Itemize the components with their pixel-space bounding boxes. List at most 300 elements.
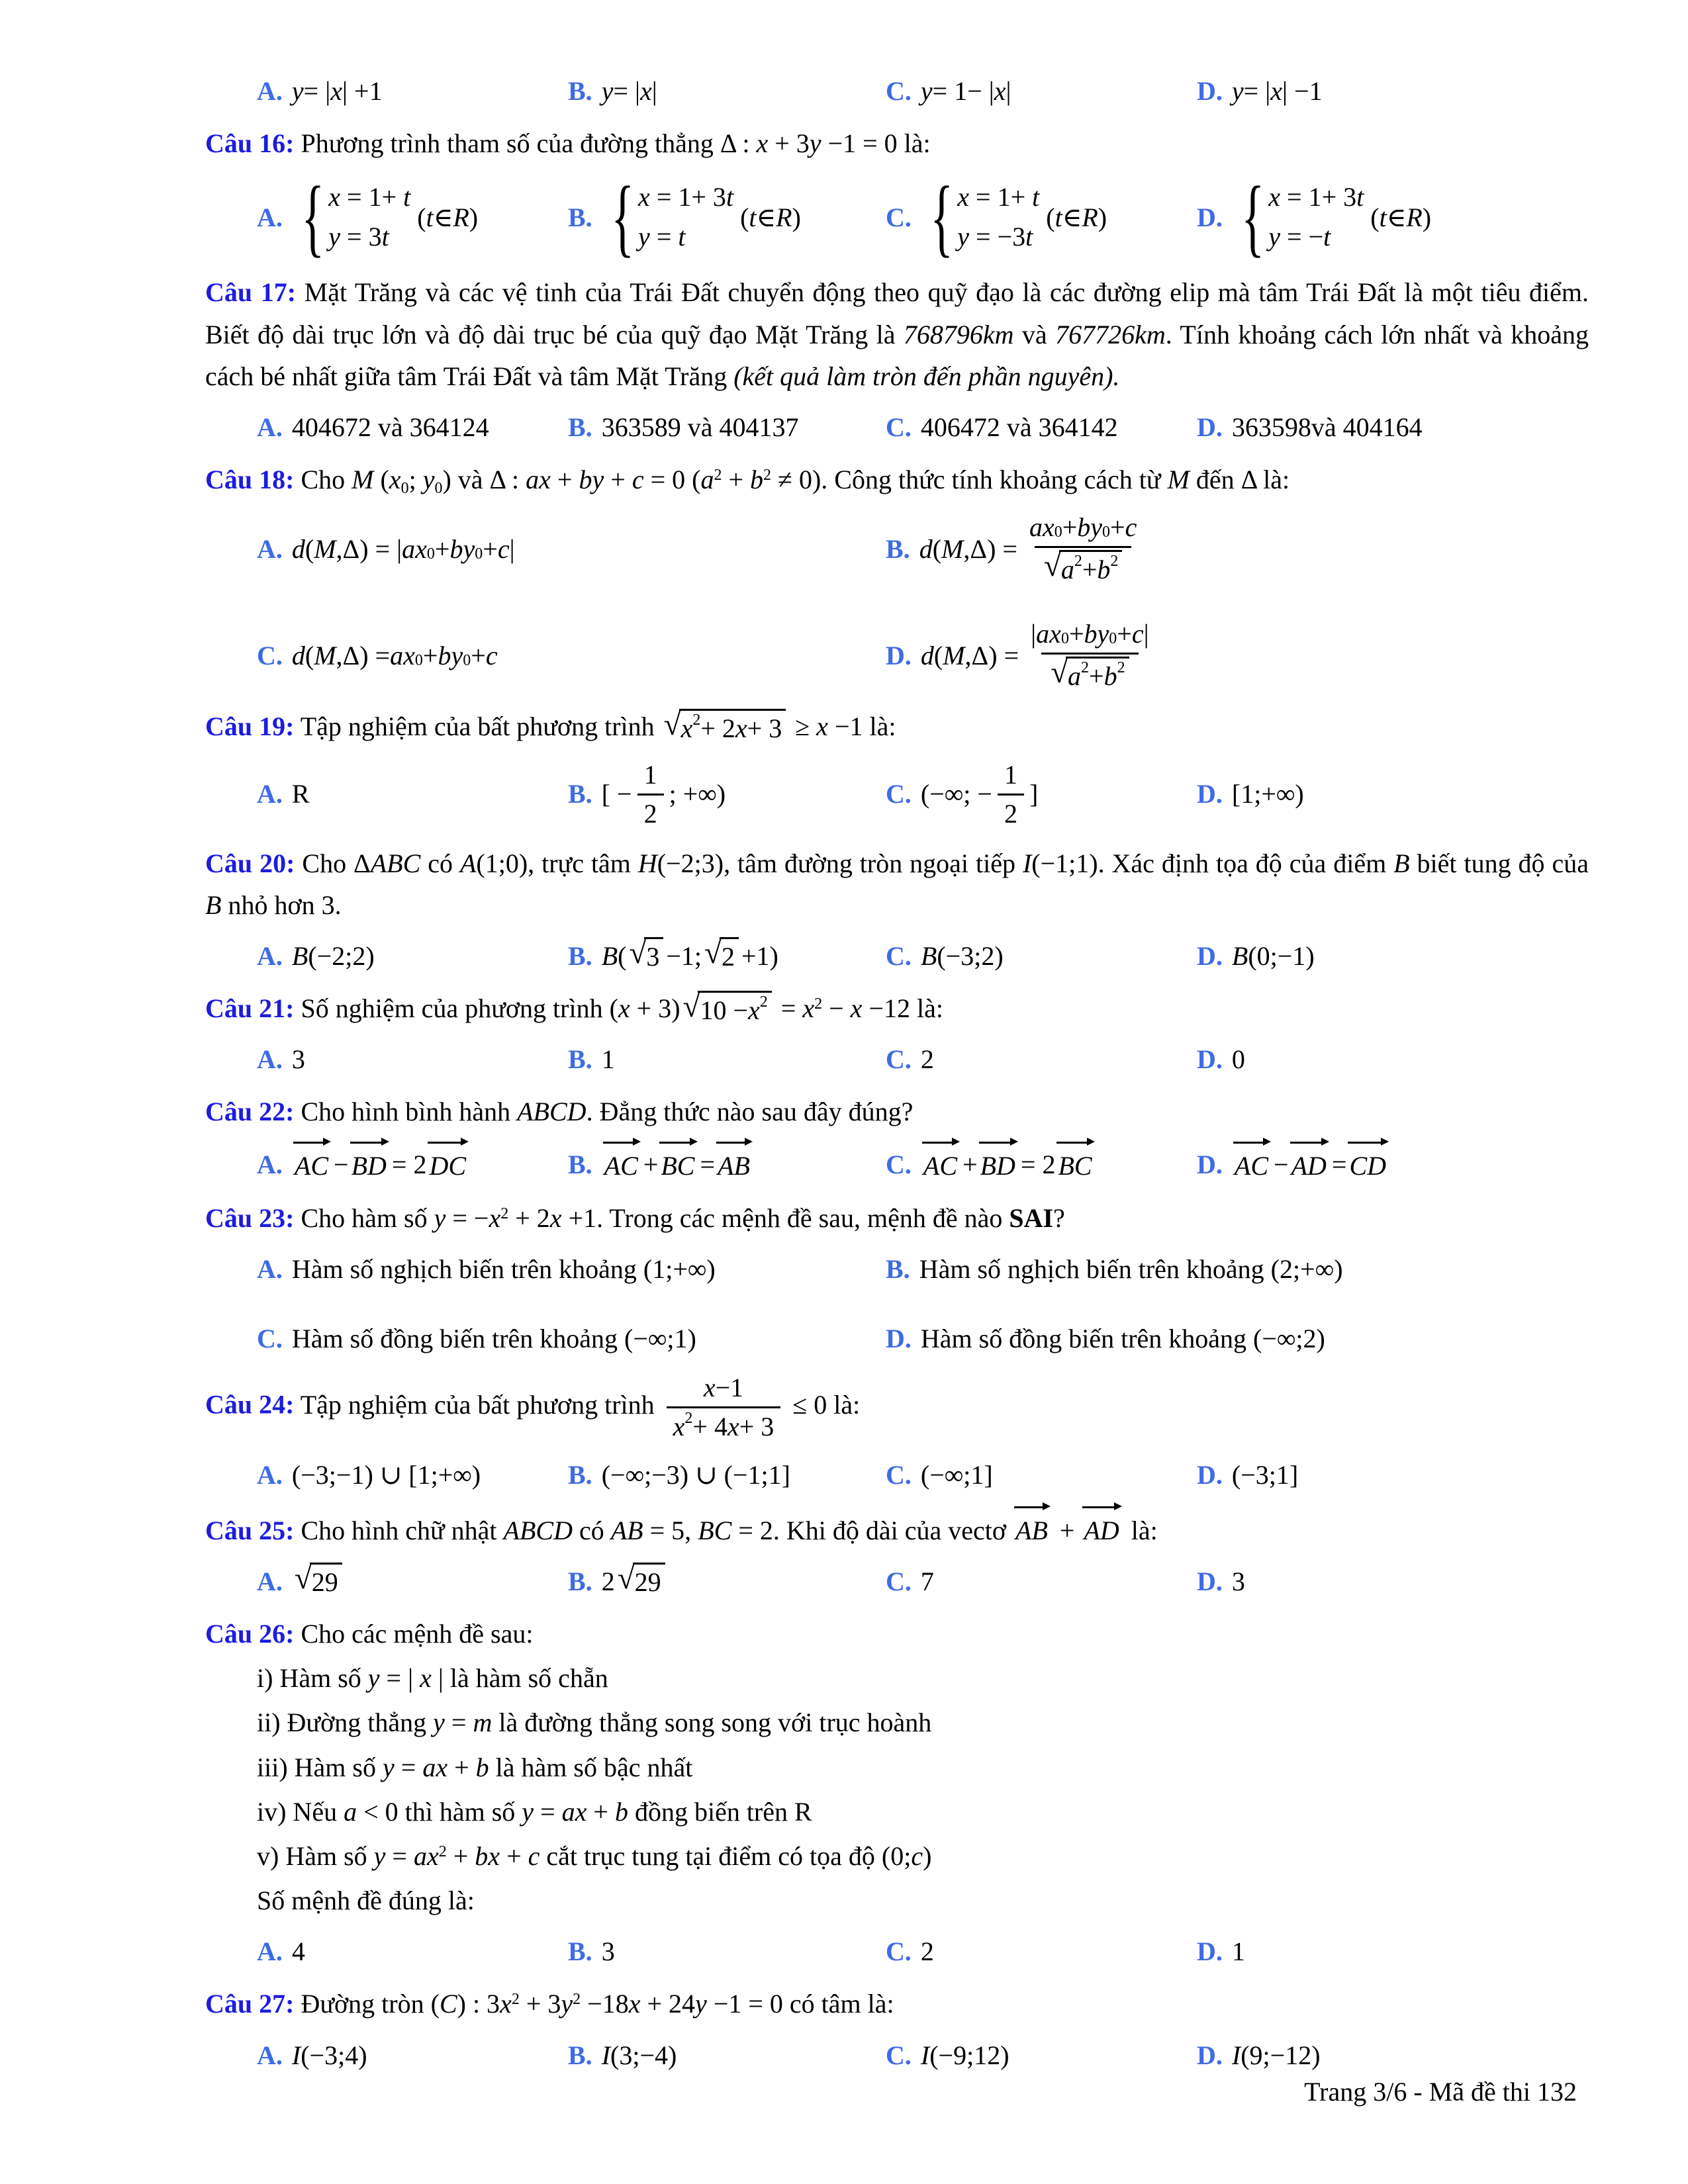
math-variable: t	[726, 182, 734, 212]
math-text: )	[792, 202, 801, 232]
answer-option-d	[1197, 1450, 1589, 1500]
math-text: +	[604, 465, 632, 495]
answer-option-d	[1197, 931, 1589, 981]
math-text: (0;−1)	[1248, 940, 1315, 971]
option-letter: C.	[886, 1149, 912, 1179]
math-text: [ −	[601, 779, 632, 809]
answer-option-d	[1197, 1034, 1589, 1084]
question-label: Câu 24:	[205, 1390, 295, 1420]
answer-option-c	[257, 631, 886, 680]
math-text: = 1+	[340, 182, 404, 212]
option-content	[292, 1318, 696, 1359]
question-cau-19	[205, 705, 1589, 835]
option-content	[292, 935, 375, 977]
math-text: +	[447, 1752, 476, 1782]
math-variable: m	[473, 1707, 492, 1738]
math-text: +	[1062, 512, 1078, 543]
math-text: ,Δ) =	[963, 534, 1017, 565]
math-variable: c	[497, 534, 510, 565]
math-text: ≠ 0). Công thức tính khoảng cách từ	[771, 465, 1168, 495]
option-letter: A.	[257, 1149, 283, 1179]
options-row	[205, 402, 1589, 452]
system-lines	[638, 182, 733, 252]
answer-option-c	[257, 1314, 886, 1363]
math-text: . Tính khoảng cách lớn nhất và khoảng cách bé nhất giữa tâm Trái Đất và tâm Mặt Trăng	[205, 319, 1589, 391]
square-root	[629, 937, 663, 974]
option-letter: A.	[257, 202, 283, 232]
superscript: 2	[511, 1991, 520, 2009]
option-content	[1232, 773, 1304, 815]
answer-option-a	[257, 169, 568, 265]
math-text: 3	[646, 942, 660, 972]
math-variable: M	[943, 641, 965, 671]
option-content	[921, 757, 1038, 832]
option-content	[292, 1248, 716, 1290]
denominator: x 2 + 4 x + 3	[667, 1406, 781, 1443]
option-letter: B.	[568, 202, 592, 232]
statement-line	[205, 1880, 1589, 1921]
radical-icon: √	[704, 936, 722, 971]
math-text: Mặt Trăng và các vệ tinh của Trái Đất chuyển động theo quỹ đạo là các đường elip mà tâm Trái Đất là một tiêu điểm. Biết độ dài trục lớn và độ dài trục bé của quỹ đạo Mặt Trăng là	[205, 277, 1589, 349]
math-text: + 3	[747, 713, 782, 744]
math-variable: B	[601, 940, 618, 971]
math-text: −1 = 0 có tâm là:	[706, 1989, 894, 2019]
option-content	[919, 510, 1149, 588]
math-text: (−∞;1]	[920, 1460, 993, 1490]
options-row	[205, 169, 1589, 265]
math-variable: y	[695, 1989, 707, 2019]
math-text: | +1	[342, 76, 383, 106]
answer-option-c	[886, 931, 1197, 981]
math-text: Hàm số đồng biến trên khoảng (−∞;2)	[920, 1324, 1325, 1354]
math-variable: y	[422, 465, 435, 495]
math-variable: t	[749, 202, 757, 232]
math-variable: x	[748, 995, 760, 1026]
math-variable: x	[330, 76, 342, 106]
math-variable: y	[809, 128, 821, 159]
option-letter: B.	[568, 1936, 592, 1967]
math-variable: y	[638, 222, 650, 252]
math-text: | −1	[1282, 76, 1323, 106]
question-prompt	[301, 1989, 894, 2019]
math-text: ;	[408, 465, 423, 495]
option-letter: D.	[886, 641, 912, 671]
radical-icon: √	[682, 989, 700, 1024]
math-text: = |	[1243, 76, 1271, 106]
system-lines	[957, 182, 1039, 252]
math-text: =	[534, 1796, 562, 1827]
fraction	[667, 1371, 781, 1443]
math-variable: b	[614, 1796, 628, 1827]
answer-option-b	[568, 66, 886, 116]
square-root	[618, 1563, 665, 1600]
math-variable: c	[528, 1841, 540, 1871]
math-text: iv) Nếu	[257, 1796, 344, 1827]
option-content	[1232, 1931, 1245, 1972]
answer-option-c	[886, 2030, 1197, 2080]
math-variable: x	[673, 1412, 685, 1442]
vector-arrow: AB	[718, 1145, 750, 1187]
option-content	[1232, 2034, 1321, 2076]
system-line	[957, 222, 1039, 252]
option-letter: C.	[886, 1936, 912, 1967]
math-variable: A	[459, 848, 477, 878]
option-content	[602, 2034, 677, 2076]
math-text: 3	[601, 1936, 615, 1967]
option-content	[921, 1142, 1098, 1187]
answer-option-a	[257, 2030, 568, 2080]
radicand	[310, 1563, 342, 1600]
answer-option-a	[257, 66, 568, 116]
question-label: Câu 26:	[205, 1618, 295, 1649]
math-text: = 2	[1020, 1149, 1056, 1179]
option-letter: C.	[886, 779, 912, 809]
math-text: Cho các mệnh đề sau:	[301, 1618, 534, 1649]
vector-arrow: BC	[661, 1145, 694, 1187]
math-variable: y	[291, 76, 304, 106]
question-cau-16	[205, 122, 1589, 265]
system-line	[638, 182, 733, 212]
math-text: (	[740, 202, 749, 232]
option-content	[921, 1561, 934, 1602]
option-content	[921, 616, 1161, 695]
math-text: 2	[1004, 798, 1017, 829]
brace-icon: {	[301, 168, 324, 266]
answer-option-d	[1197, 1927, 1589, 1976]
question-line	[205, 271, 1589, 397]
math-text: (	[932, 534, 942, 565]
square-root	[704, 937, 739, 974]
math-variable: I	[601, 2040, 611, 2070]
math-variable: y	[522, 1796, 534, 1827]
math-text: biết tung độ của	[1409, 848, 1589, 878]
math-text: + 3	[739, 1412, 774, 1442]
math-text: ≥	[788, 711, 817, 742]
options-row	[205, 66, 1589, 116]
math-variable: y	[434, 1203, 446, 1233]
math-text: =	[774, 993, 803, 1024]
math-variable: b	[1097, 555, 1111, 585]
math-text: 406472 và 364142	[920, 412, 1118, 442]
answer-option-a	[257, 524, 886, 574]
superscript: 2	[573, 1991, 581, 2009]
math-text: |	[651, 76, 657, 106]
option-content	[1232, 1561, 1245, 1602]
math-text: | là hàm số chẵn	[431, 1663, 608, 1694]
options-row	[205, 1244, 1589, 1363]
answer-option-b	[568, 2030, 886, 2080]
math-text: +	[1089, 661, 1104, 692]
square-root	[664, 709, 786, 746]
square-root	[1051, 657, 1129, 694]
option-content	[602, 1142, 755, 1187]
option-content	[921, 1318, 1325, 1359]
math-text: )	[1098, 202, 1107, 232]
math-variable: d	[291, 534, 305, 565]
math-variable: x	[802, 993, 815, 1024]
math-text: Phương trình tham số của đường thẳng Δ :	[301, 128, 757, 159]
question-line	[205, 1197, 1589, 1239]
math-variable: y	[957, 222, 970, 252]
math-variable: x	[756, 128, 769, 159]
math-text: + 2	[700, 713, 735, 744]
question-label: Câu 16:	[205, 128, 295, 159]
answer-option-b	[568, 169, 886, 265]
brace-icon: {	[1241, 168, 1264, 266]
radicand	[644, 937, 663, 974]
math-text: Cho hàm số	[301, 1203, 434, 1233]
math-text: = 2	[391, 1149, 427, 1179]
math-variable: M	[314, 534, 336, 565]
option-letter: C.	[886, 2040, 912, 2070]
radical-icon: √	[617, 1561, 635, 1596]
math-text: có	[572, 1515, 611, 1545]
question-prompt	[301, 1203, 1064, 1233]
math-variable: x	[500, 1989, 512, 2019]
math-text: 3	[291, 1044, 305, 1075]
option-letter: C.	[886, 940, 912, 971]
option-letter: D.	[1197, 779, 1223, 809]
math-text: (	[417, 202, 426, 232]
question-cau-24	[205, 1370, 1589, 1500]
radical-icon: √	[294, 1561, 312, 1596]
denominator	[1035, 546, 1131, 587]
question-prompt	[301, 1619, 533, 1649]
answer-option-d	[886, 612, 1589, 699]
math-text: 363589 và 404137	[601, 412, 799, 442]
question-continued-options	[205, 66, 1589, 116]
math-text: (9;−12)	[1241, 2040, 1321, 2070]
option-content	[1232, 935, 1315, 977]
options-row	[205, 1450, 1589, 1500]
question-prompt	[301, 465, 1290, 497]
option-content	[921, 1454, 993, 1496]
answer-option-d	[1197, 769, 1589, 819]
math-variable: BC	[698, 1515, 732, 1545]
math-text: =	[1331, 1149, 1347, 1179]
option-letter: C.	[257, 1324, 283, 1354]
options-row	[205, 506, 1589, 699]
option-letter: B.	[568, 412, 592, 442]
question-line	[205, 1370, 1589, 1445]
math-variable: B	[920, 940, 937, 971]
math-variable: x	[389, 465, 401, 495]
math-variable: t	[1055, 202, 1062, 232]
system-lines	[1268, 182, 1364, 252]
math-text: (−∞;−3) ∪ (−1;1]	[601, 1460, 790, 1490]
math-text: |	[1031, 619, 1037, 649]
math-text: −1	[715, 1373, 744, 1403]
math-text: + 24	[640, 1989, 696, 2019]
option-content	[1232, 1142, 1391, 1187]
option-content	[292, 168, 479, 266]
math-variable: ax	[1029, 512, 1055, 543]
option-letter: A.	[257, 1460, 283, 1490]
square-root	[295, 1563, 342, 1600]
bold-text: SAI	[1009, 1203, 1054, 1233]
math-text: + 3	[519, 1989, 561, 2019]
option-content	[921, 2034, 1009, 2076]
option-letter: B.	[568, 779, 592, 809]
answer-option-a	[257, 1034, 568, 1084]
brace-icon: {	[610, 168, 634, 266]
math-variable: x	[1270, 76, 1282, 106]
system-line	[1268, 182, 1364, 212]
math-variable: x	[957, 182, 970, 212]
answer-option-b	[568, 1557, 886, 1606]
math-text: −1;	[666, 940, 702, 971]
question-line	[205, 1613, 1589, 1655]
math-variable: a	[700, 465, 714, 495]
questions	[205, 66, 1589, 2080]
math-variable: by	[579, 465, 604, 495]
math-variable: I	[1022, 848, 1032, 878]
option-letter: A.	[257, 1566, 283, 1596]
numerator: | ax 0 + by 0 + c |	[1024, 617, 1155, 653]
options-row	[205, 931, 1589, 981]
question-cau-23	[205, 1197, 1589, 1364]
option-letter: C.	[886, 412, 912, 442]
denominator	[998, 794, 1024, 831]
option-letter: C.	[886, 1044, 912, 1075]
math-variable: B	[205, 889, 222, 920]
math-text: )	[923, 1841, 932, 1871]
math-text: 0	[1231, 1044, 1245, 1075]
math-variable: ABC	[370, 848, 421, 878]
math-text: ,Δ) =	[336, 641, 391, 671]
answer-option-b	[568, 931, 886, 981]
option-letter: D.	[1197, 1149, 1223, 1179]
math-variable: x	[420, 1663, 432, 1694]
math-variable: c	[485, 641, 498, 671]
option-content	[292, 1454, 481, 1496]
option-letter: D.	[1197, 1566, 1223, 1596]
system-line	[328, 222, 410, 252]
math-text: Hàm số nghịch biến trên khoảng (1;+∞)	[291, 1254, 716, 1284]
statement-line	[205, 1747, 1589, 1788]
math-text: Số nghiệm của phương trình (	[301, 993, 618, 1024]
math-variable: by	[449, 534, 475, 565]
option-content	[292, 1142, 471, 1187]
math-text: +	[550, 465, 579, 495]
math-variable: t	[1032, 182, 1040, 212]
option-content: d ( M ,Δ) = ax 0 + by 0 + c	[292, 635, 498, 676]
option-content	[292, 1931, 305, 1972]
option-content	[602, 935, 778, 977]
options-row	[205, 1034, 1589, 1084]
math-text: iii) Hàm số	[257, 1752, 383, 1782]
math-variable: t	[381, 222, 389, 252]
math-variable: x	[640, 76, 652, 106]
option-letter: A.	[257, 534, 283, 565]
option-letter: A.	[257, 2040, 283, 2070]
math-variable: H	[637, 848, 657, 878]
subscript: 0	[400, 479, 409, 497]
option-content	[602, 1561, 668, 1602]
math-variable: R	[776, 202, 792, 232]
answer-option-a	[257, 931, 568, 981]
math-text: 2	[721, 942, 735, 972]
option-letter: D.	[1197, 1936, 1223, 1967]
math-variable: t	[1025, 222, 1033, 252]
option-letter: D.	[1197, 940, 1223, 971]
math-variable: a	[1060, 555, 1074, 585]
math-variable: x	[618, 993, 630, 1024]
math-text: +1. Trong các mệnh đề sau, mệnh đề nào	[561, 1203, 1009, 1233]
math-text: 4	[291, 1936, 305, 1967]
math-text: −12 là:	[862, 993, 943, 1024]
math-text: +	[483, 534, 498, 565]
math-text: Tập nghiệm của bất phương trình	[300, 711, 661, 742]
option-letter: D.	[886, 1324, 912, 1354]
answer-option-d	[886, 1314, 1589, 1363]
math-variable: I	[291, 2040, 301, 2070]
option-letter: D.	[1197, 1044, 1223, 1075]
math-variable: y	[561, 1989, 573, 2019]
math-text: + 3)	[630, 993, 680, 1024]
vector-arrow: AC	[295, 1145, 328, 1187]
math-text: (−3;1]	[1231, 1460, 1299, 1490]
math-text: và	[1013, 319, 1056, 349]
math-text: +	[422, 641, 438, 671]
question-prompt	[301, 128, 930, 158]
question-label: Câu 23:	[205, 1203, 295, 1233]
system-line	[638, 222, 733, 252]
question-label: Câu 19:	[205, 711, 295, 742]
answer-option-b	[568, 402, 886, 452]
equation-system	[1232, 168, 1364, 266]
superscript: 2	[500, 1205, 509, 1222]
answer-option-b	[568, 1927, 886, 1976]
answer-option-a	[257, 1927, 568, 1976]
math-variable: x	[735, 713, 747, 744]
math-text: = |	[379, 1663, 420, 1694]
math-text: (	[1046, 202, 1055, 232]
math-variable: y	[433, 1707, 445, 1738]
math-text: = |	[613, 76, 641, 106]
math-variable: by	[1077, 512, 1103, 543]
math-variable: y	[1231, 76, 1244, 106]
fraction	[998, 758, 1024, 831]
radicand: a 2 + b 2	[1059, 550, 1123, 587]
question-prompt	[205, 848, 1589, 920]
math-text: = 0 (	[643, 465, 701, 495]
options-row	[205, 1557, 1589, 1606]
math-text: Số mệnh đề đúng là:	[257, 1886, 475, 1916]
option-content	[292, 773, 310, 815]
question-prompt	[205, 277, 1589, 390]
option-letter: A.	[257, 1254, 283, 1284]
brace-icon: {	[930, 168, 953, 266]
math-variable: B	[1231, 940, 1248, 971]
answer-option-d	[1197, 1138, 1589, 1191]
superscript: 2	[438, 1843, 447, 1860]
math-variable: d	[919, 534, 933, 565]
math-text: (	[373, 465, 389, 495]
radicand: a 2 + b 2	[1066, 657, 1129, 694]
option-content	[602, 168, 801, 266]
math-variable: ax	[413, 1841, 439, 1871]
vector-arrow: AB	[1015, 1510, 1048, 1551]
question-cau-22	[205, 1091, 1589, 1190]
math-text: −	[1274, 1149, 1289, 1179]
math-variable: b	[1103, 661, 1117, 692]
math-text: |	[1006, 76, 1011, 106]
math-text: (	[933, 641, 943, 671]
equation-system	[602, 168, 734, 266]
numerator: ax 0 + by 0 + c	[1023, 511, 1143, 546]
square-root	[1044, 550, 1122, 587]
